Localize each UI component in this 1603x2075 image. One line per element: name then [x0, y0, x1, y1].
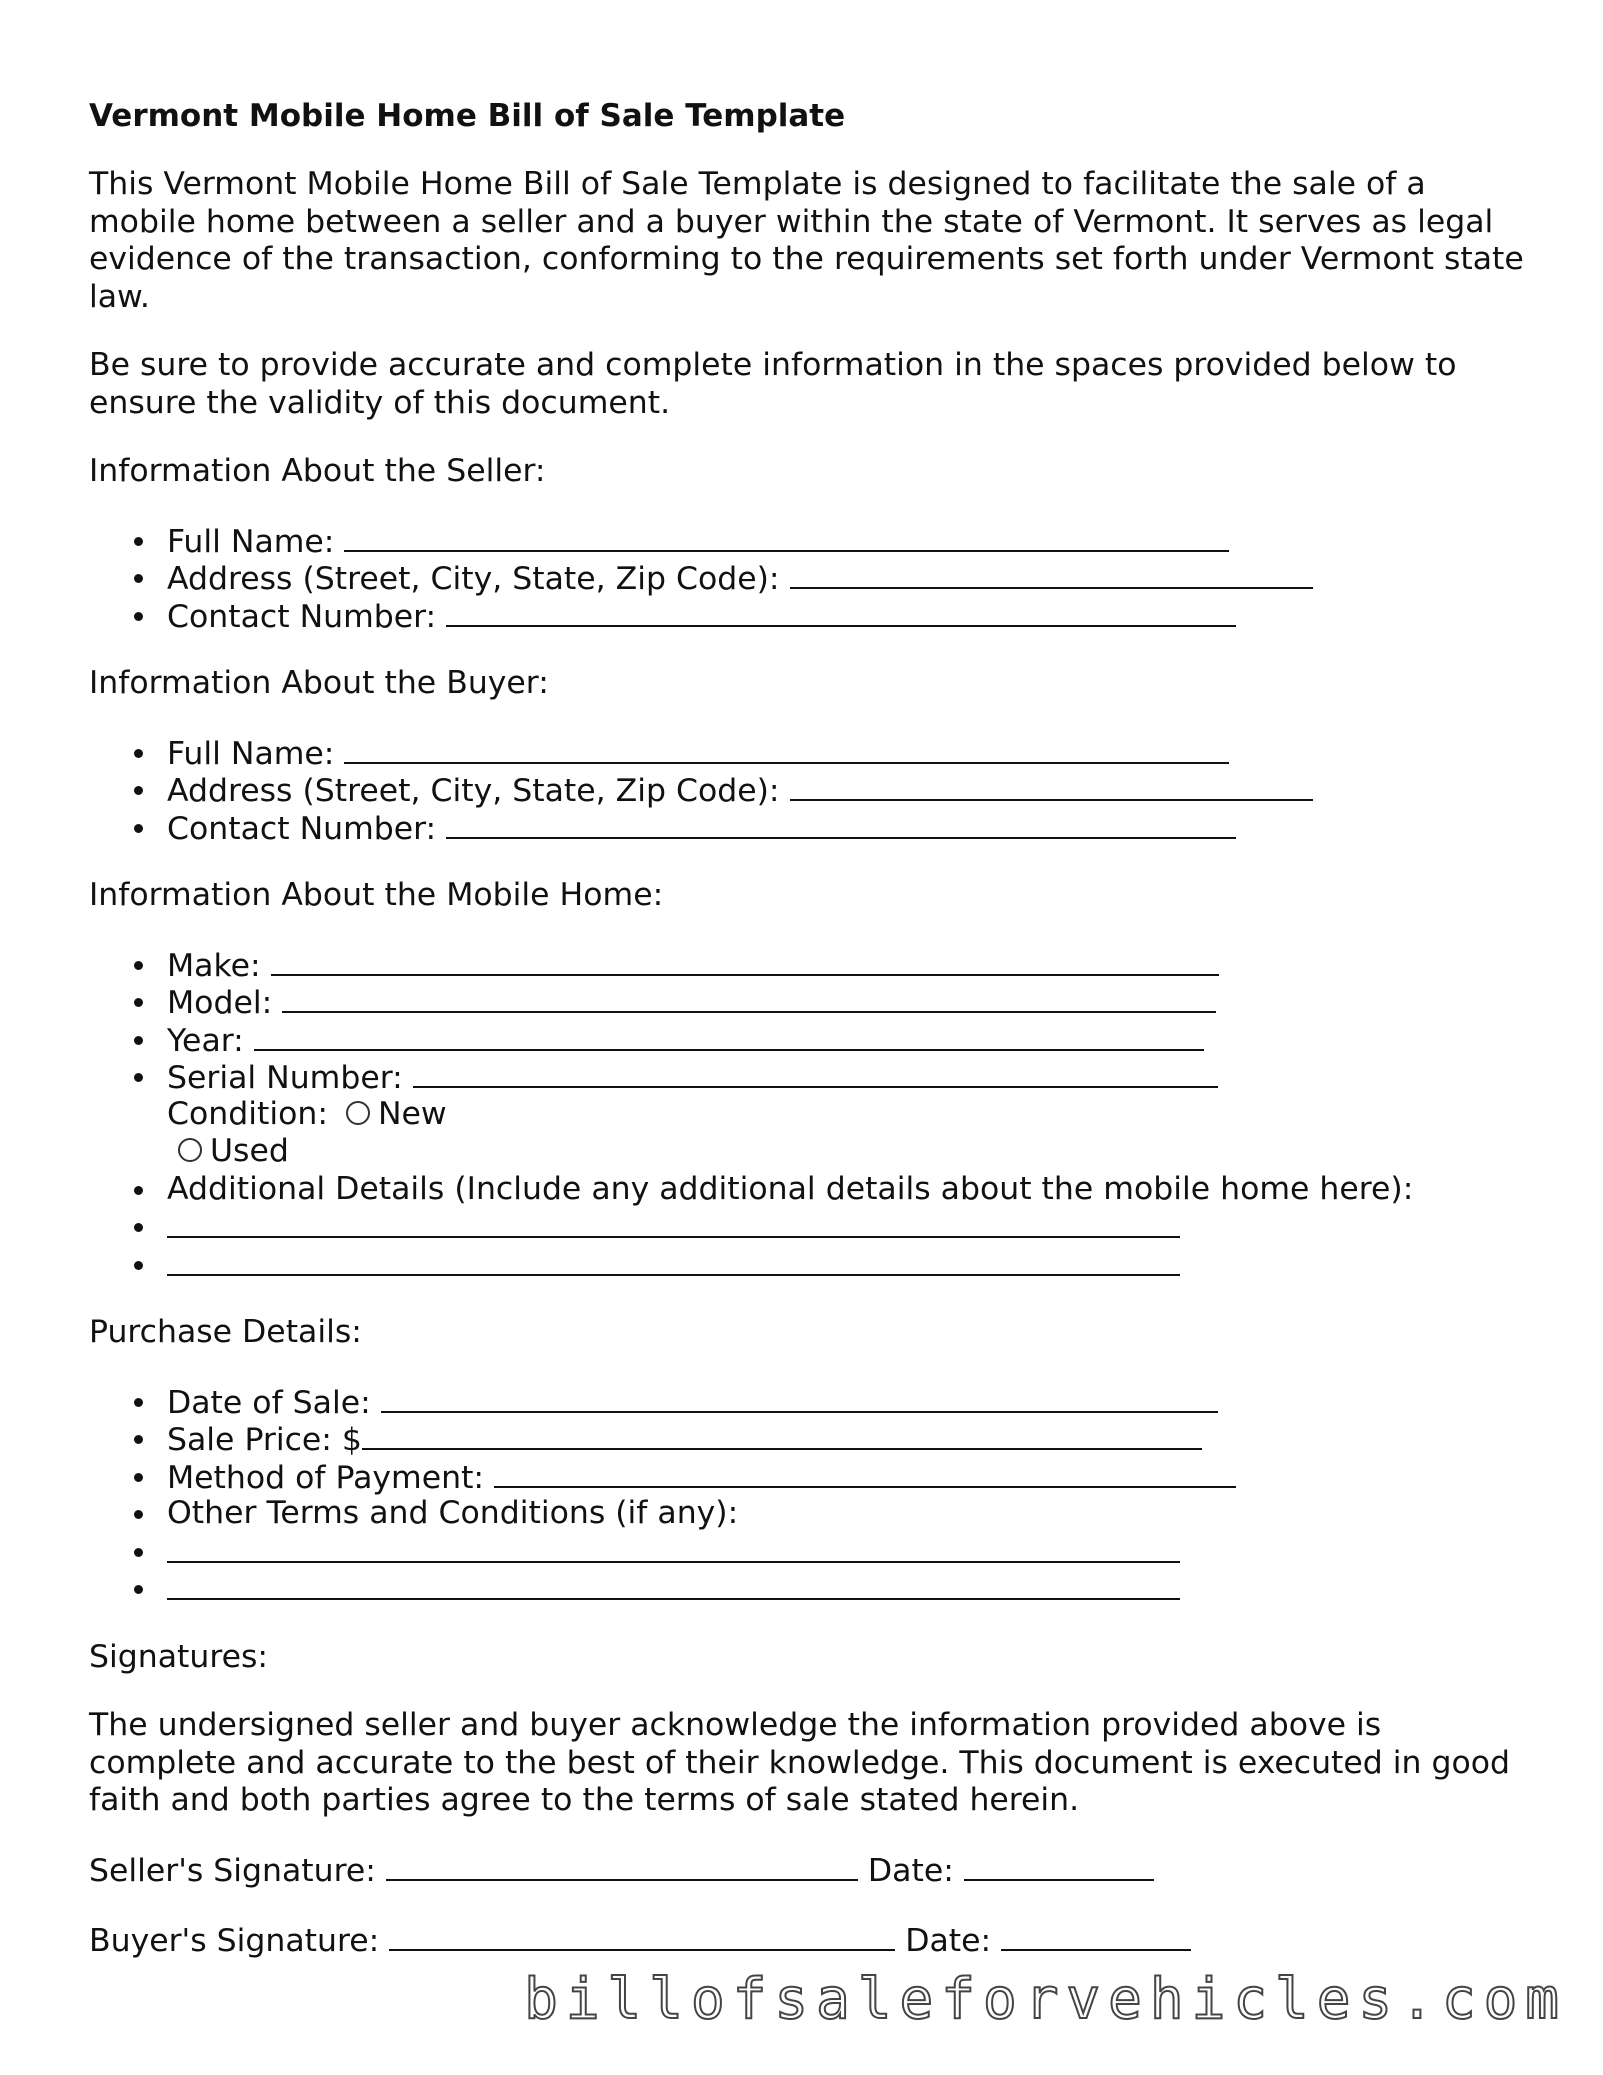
seller-signature-label: Seller's Signature: [89, 1852, 376, 1889]
payment-method-field[interactable] [494, 1458, 1236, 1488]
make-field[interactable] [271, 946, 1219, 976]
additional-details-field-2[interactable] [167, 1246, 1180, 1276]
seller-full-name-label: Full Name: [167, 523, 335, 560]
buyer-date-field[interactable] [1001, 1921, 1191, 1951]
seller-signature-field[interactable] [386, 1851, 858, 1881]
seller-signature-row [89, 1851, 1529, 1891]
seller-date-label: Date: [867, 1852, 954, 1889]
buyer-contact-label: Contact Number: [167, 810, 437, 847]
buyer-heading: Information About the Buyer: [89, 665, 549, 701]
purchase-heading: Purchase Details: [89, 1314, 362, 1350]
sale-price-field[interactable] [362, 1420, 1202, 1450]
buyer-contact-field[interactable] [446, 809, 1236, 839]
serial-number-field[interactable] [413, 1058, 1218, 1088]
condition-new-label: New [377, 1095, 447, 1132]
model-item [89, 983, 1529, 1021]
document-page [89, 98, 1529, 1992]
sale-price-label: Sale Price: $ [167, 1422, 362, 1458]
other-terms-item [89, 1495, 1529, 1533]
intro-paragraph: This Vermont Mobile Home Bill of Sale Template is designed to facilitate the sale of a mobile home between a seller and a buyer within the state of Vermont. It serves as legal evidence of the transaction, conforming to the requirements set forth under Vermont state law. [89, 166, 1524, 315]
payment-method-label: Method of Payment: [167, 1459, 485, 1496]
mobile-home-fields [89, 946, 1529, 1284]
seller-fields [89, 522, 1529, 635]
make-item [89, 946, 1529, 984]
buyer-signature-label: Buyer's Signature: [89, 1923, 380, 1959]
seller-date-field[interactable] [964, 1851, 1154, 1881]
buyer-fields [89, 734, 1529, 847]
purchase-fields [89, 1383, 1529, 1608]
year-item [89, 1021, 1529, 1059]
signatures-heading: Signatures: [89, 1638, 268, 1675]
model-field[interactable] [282, 983, 1216, 1013]
buyer-address-item [89, 771, 1529, 809]
document-title: Vermont Mobile Home Bill of Sale Template [89, 98, 846, 134]
condition-label: Condition: [167, 1095, 328, 1132]
site-watermark: billofsaleforvehicles.com [524, 1967, 1567, 2032]
sale-price-item [89, 1420, 1529, 1458]
buyer-address-label: Address (Street, City, State, Zip Code): [167, 773, 780, 809]
other-terms-line-1 [89, 1533, 1529, 1571]
condition-used-label: Used [210, 1133, 289, 1169]
serial-number-item [89, 1058, 1529, 1096]
year-field[interactable] [254, 1021, 1204, 1051]
buyer-contact-item [89, 809, 1529, 847]
model-label: Model: [167, 985, 273, 1021]
buyer-date-label: Date: [905, 1923, 992, 1959]
date-of-sale-item [89, 1383, 1529, 1421]
other-terms-field-1[interactable] [167, 1533, 1180, 1563]
other-terms-label: Other Terms and Conditions (if any): [167, 1495, 739, 1531]
date-of-sale-field[interactable] [381, 1383, 1218, 1413]
seller-address-item [89, 559, 1529, 597]
seller-contact-item [89, 597, 1529, 635]
additional-details-line-2 [89, 1246, 1529, 1284]
buyer-signature-field[interactable] [389, 1921, 895, 1951]
buyer-full-name-field[interactable] [344, 734, 1229, 764]
other-terms-line-2 [89, 1570, 1529, 1608]
additional-details-line-1 [89, 1208, 1529, 1246]
condition-used-item [89, 1133, 1529, 1171]
year-label: Year: [167, 1022, 244, 1059]
seller-heading: Information About the Seller: [89, 453, 546, 489]
date-of-sale-label: Date of Sale: [167, 1384, 371, 1421]
mobile-home-heading: Information About the Mobile Home: [89, 877, 664, 913]
buyer-signature-row [89, 1921, 1529, 1961]
additional-details-label: Additional Details (Include any additional details about the mobile home here): [167, 1170, 1414, 1207]
seller-contact-label: Contact Number: [167, 598, 437, 635]
condition-item [89, 1096, 1529, 1134]
buyer-address-field[interactable] [790, 771, 1313, 801]
seller-full-name-item [89, 522, 1529, 560]
additional-details-field-1[interactable] [167, 1208, 1180, 1238]
buyer-full-name-label: Full Name: [167, 735, 335, 772]
seller-address-field[interactable] [790, 559, 1313, 589]
make-label: Make: [167, 947, 261, 984]
payment-method-item [89, 1458, 1529, 1496]
serial-number-label: Serial Number: [167, 1060, 403, 1096]
condition-used-radio[interactable] [178, 1138, 202, 1162]
condition-new-radio[interactable] [346, 1101, 370, 1125]
other-terms-field-2[interactable] [167, 1570, 1180, 1600]
seller-contact-field[interactable] [446, 597, 1236, 627]
seller-address-label: Address (Street, City, State, Zip Code): [167, 561, 780, 597]
buyer-full-name-item [89, 734, 1529, 772]
additional-details-item [89, 1171, 1529, 1209]
instruction-paragraph: Be sure to provide accurate and complete information in the spaces provided below to ensure the validity of this document. [89, 347, 1457, 421]
seller-full-name-field[interactable] [344, 522, 1229, 552]
signatures-statement: The undersigned seller and buyer acknowledge the information provided above is complete and accurate to the best of their knowledge. This document is executed in good faith and both parties agree to the terms of sale stated herein. [89, 1707, 1511, 1818]
